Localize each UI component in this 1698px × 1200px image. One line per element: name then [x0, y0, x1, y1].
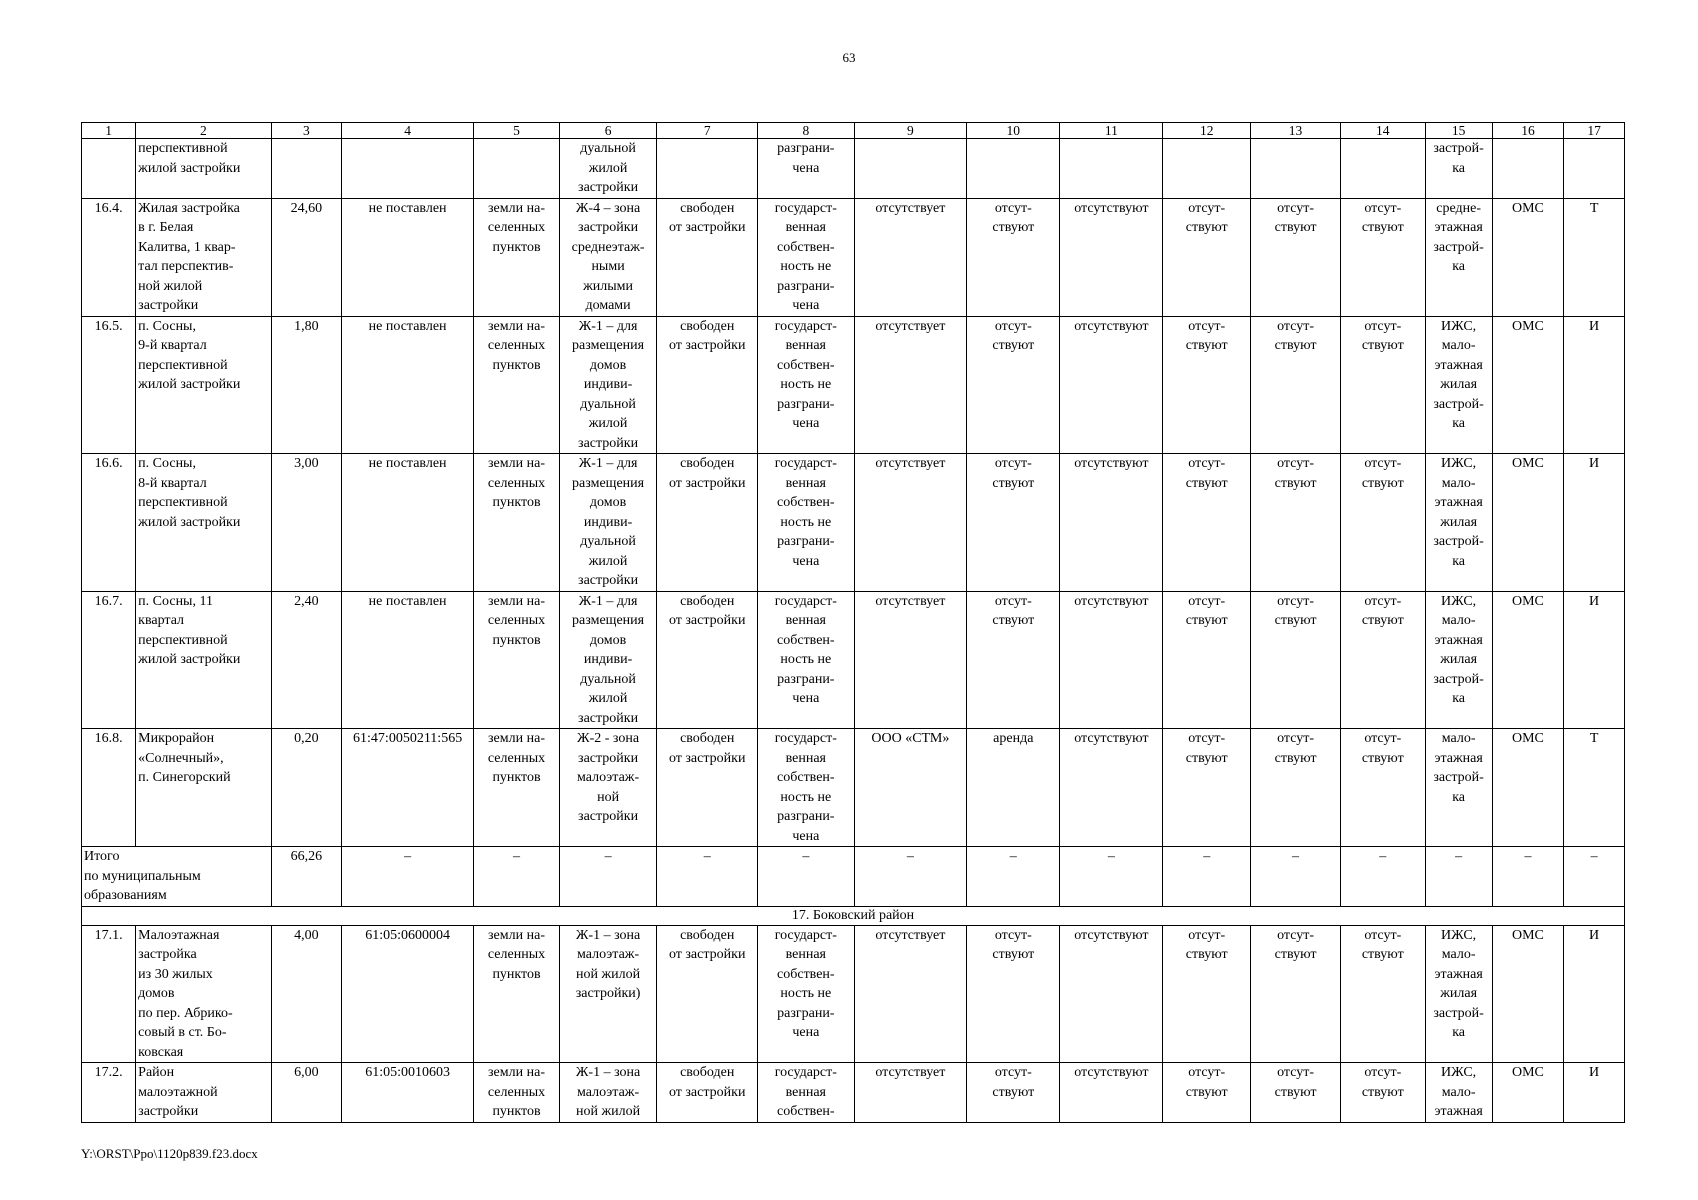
table-cell: свободен от застройки: [657, 925, 758, 1063]
table-cell: 6,00: [271, 1063, 341, 1123]
table-cell: Ж-1 – для размещения домов индиви- дуальной жилой застройки: [559, 316, 657, 454]
table-cell: отсут- ствуют: [1251, 454, 1341, 592]
column-number-header: 16: [1492, 123, 1564, 139]
total-cell: –: [1163, 847, 1251, 907]
table-cell: земли на- селенных пунктов: [474, 591, 560, 729]
table-cell: отсутствуют: [1060, 1063, 1163, 1123]
column-number-header: 7: [657, 123, 758, 139]
table-cell: отсутствует: [854, 591, 967, 729]
table-cell: ОМС: [1492, 591, 1564, 729]
table-cell: ОМС: [1492, 316, 1564, 454]
total-cell: –: [657, 847, 758, 907]
table-cell: ИЖС, мало- этажная жилая застрой- ка: [1425, 925, 1492, 1063]
table-cell: аренда: [967, 729, 1060, 847]
table-cell: Ж-1 – зона малоэтаж- ной жилой: [559, 1063, 657, 1123]
table-cell: Жилая застройка в г. Белая Калитва, 1 квар- тал перспектив- ной жилой застройки: [136, 198, 271, 316]
table-cell: И: [1564, 925, 1625, 1063]
table-cell: И: [1564, 454, 1625, 592]
total-cell: –: [1492, 847, 1564, 907]
table-cell: отсутствуют: [1060, 729, 1163, 847]
table-cell: средне- этажная застрой- ка: [1425, 198, 1492, 316]
table-cell: п. Сосны, 8-й квартал перспективной жилой застройки: [136, 454, 271, 592]
column-number-row: [82, 123, 1625, 139]
table-cell: отсутствует: [854, 454, 967, 592]
table-cell: [1163, 139, 1251, 199]
table-cell: государст- венная собствен- ность не разграни- чена: [758, 198, 854, 316]
column-number-header: 11: [1060, 123, 1163, 139]
table-cell: Т: [1564, 729, 1625, 847]
table-cell: 24,60: [271, 198, 341, 316]
table-cell: ОМС: [1492, 729, 1564, 847]
table-cell: отсут- ствуют: [1341, 925, 1426, 1063]
table-cell: ОМС: [1492, 454, 1564, 592]
table-cell: ОМС: [1492, 1063, 1564, 1123]
table-cell: отсутствуют: [1060, 198, 1163, 316]
table-cell: отсут- ствуют: [1163, 454, 1251, 592]
table-cell: отсут- ствуют: [1341, 729, 1426, 847]
table-cell: отсутствуют: [1060, 591, 1163, 729]
column-number-header: 3: [271, 123, 341, 139]
total-cell: –: [1251, 847, 1341, 907]
table-cell: отсутствуют: [1060, 454, 1163, 592]
table-cell: отсут- ствуют: [1341, 591, 1426, 729]
table-row: [82, 316, 1625, 454]
table-cell: отсут- ствуют: [1163, 316, 1251, 454]
table-cell: отсутствуют: [1060, 925, 1163, 1063]
table-cell: 4,00: [271, 925, 341, 1063]
table-cell: ИЖС, мало- этажная жилая застрой- ка: [1425, 316, 1492, 454]
table-cell: [967, 139, 1060, 199]
table-cell: 16.8.: [82, 729, 136, 847]
table-cell: 16.7.: [82, 591, 136, 729]
total-cell: –: [1564, 847, 1625, 907]
table-cell: отсут- ствуют: [1163, 729, 1251, 847]
table-cell: И: [1564, 1063, 1625, 1123]
table-cell: 1,80: [271, 316, 341, 454]
table-cell: 16.6.: [82, 454, 136, 592]
table-cell: 17.1.: [82, 925, 136, 1063]
table-cell: отсут- ствуют: [1163, 925, 1251, 1063]
table-cell: п. Сосны, 11 квартал перспективной жилой застройки: [136, 591, 271, 729]
table-cell: [342, 139, 474, 199]
table-cell: отсут- ствуют: [967, 454, 1060, 592]
table-cell: перспективной жилой застройки: [136, 139, 271, 199]
table-cell: государст- венная собствен-: [758, 1063, 854, 1123]
table-cell: [657, 139, 758, 199]
table-cell: Малоэтажная застройка из 30 жилых домов по пер. Абрико- совый в ст. Бо- ковская: [136, 925, 271, 1063]
column-number-header: 9: [854, 123, 967, 139]
footer-file-path: Y:\ORST\Ppo\1120p839.f23.docx: [81, 1146, 258, 1161]
table-cell: И: [1564, 316, 1625, 454]
table-cell: отсут- ствуют: [1251, 316, 1341, 454]
table-cell: ИЖС, мало- этажная: [1425, 1063, 1492, 1123]
table-cell: Район малоэтажной застройки: [136, 1063, 271, 1123]
column-number-header: 2: [136, 123, 271, 139]
table-cell: не поставлен: [342, 591, 474, 729]
table-cell: отсут- ствуют: [1251, 925, 1341, 1063]
table-cell: 61:05:0010603: [342, 1063, 474, 1123]
table-cell: отсут- ствуют: [967, 198, 1060, 316]
column-number-header: 5: [474, 123, 560, 139]
total-cell: –: [854, 847, 967, 907]
table-cell: отсут- ствуют: [1341, 316, 1426, 454]
table-cell: [854, 139, 967, 199]
column-number-header: 12: [1163, 123, 1251, 139]
table-cell: отсут- ствуют: [1341, 198, 1426, 316]
total-label: Итого по муниципальным образованиям: [82, 847, 272, 907]
table-cell: 3,00: [271, 454, 341, 592]
table-cell: Т: [1564, 198, 1625, 316]
table-cell: п. Сосны, 9-й квартал перспективной жилой застройки: [136, 316, 271, 454]
table-cell: 17.2.: [82, 1063, 136, 1123]
table-cell: Ж-4 – зона застройки среднеэтаж- ными жилыми домами: [559, 198, 657, 316]
table-cell: мало- этажная застрой- ка: [1425, 729, 1492, 847]
table-cell: свободен от застройки: [657, 454, 758, 592]
table-cell: [82, 139, 136, 199]
table-cell: [271, 139, 341, 199]
table-cell: Ж-2 - зона застройки малоэтаж- ной застройки: [559, 729, 657, 847]
total-cell: –: [1341, 847, 1426, 907]
total-row: [82, 847, 1625, 907]
column-number-header: 1: [82, 123, 136, 139]
table-cell: свободен от застройки: [657, 729, 758, 847]
total-cell: –: [758, 847, 854, 907]
table-cell: отсут- ствуют: [1341, 454, 1426, 592]
column-number-header: 17: [1564, 123, 1625, 139]
table-cell: отсут- ствуют: [1251, 591, 1341, 729]
table-cell: [474, 139, 560, 199]
table-cell: 2,40: [271, 591, 341, 729]
column-number-header: 6: [559, 123, 657, 139]
table-cell: свободен от застройки: [657, 198, 758, 316]
column-number-header: 10: [967, 123, 1060, 139]
page-number: 63: [842, 50, 856, 65]
table-cell: застрой- ка: [1425, 139, 1492, 199]
table-cell: государст- венная собствен- ность не разграни- чена: [758, 925, 854, 1063]
table-cell: не поставлен: [342, 316, 474, 454]
table-cell: [1492, 139, 1564, 199]
table-cell: отсутствует: [854, 316, 967, 454]
section-heading-row: [82, 906, 1625, 925]
table-cell: [1060, 139, 1163, 199]
total-cell: 66,26: [271, 847, 341, 907]
table-cell: 0,20: [271, 729, 341, 847]
table-cell: отсут- ствуют: [1163, 198, 1251, 316]
table-cell: Микрорайон «Солнечный», п. Синегорский: [136, 729, 271, 847]
table-cell: земли на- селенных пунктов: [474, 1063, 560, 1123]
table-cell: не поставлен: [342, 454, 474, 592]
table-cell: Ж-1 – для размещения домов индиви- дуальной жилой застройки: [559, 591, 657, 729]
total-cell: –: [474, 847, 560, 907]
table-row: [82, 1063, 1625, 1123]
total-cell: –: [559, 847, 657, 907]
table-cell: государст- венная собствен- ность не разграни- чена: [758, 729, 854, 847]
table-cell: отсут- ствуют: [1251, 729, 1341, 847]
table-cell: отсут- ствуют: [1163, 1063, 1251, 1123]
table-cell: отсут- ствуют: [967, 1063, 1060, 1123]
table-cell: государст- венная собствен- ность не разграни- чена: [758, 316, 854, 454]
column-number-header: 14: [1341, 123, 1426, 139]
table-cell: земли на- селенных пунктов: [474, 925, 560, 1063]
table-cell: Ж-1 – зона малоэтаж- ной жилой застройки): [559, 925, 657, 1063]
table-cell: свободен от застройки: [657, 591, 758, 729]
table-cell: отсут- ствуют: [967, 591, 1060, 729]
table-cell: отсут- ствуют: [967, 316, 1060, 454]
column-number-header: 4: [342, 123, 474, 139]
table-cell: отсут- ствуют: [1341, 1063, 1426, 1123]
table-cell: 16.4.: [82, 198, 136, 316]
column-number-header: 8: [758, 123, 854, 139]
table-row: [82, 729, 1625, 847]
table-cell: отсутствуют: [1060, 316, 1163, 454]
table-row: [82, 198, 1625, 316]
table-cell: ИЖС, мало- этажная жилая застрой- ка: [1425, 454, 1492, 592]
table-cell: отсут- ствуют: [967, 925, 1060, 1063]
total-cell: –: [342, 847, 474, 907]
table-cell: государст- венная собствен- ность не разграни- чена: [758, 454, 854, 592]
total-cell: –: [1060, 847, 1163, 907]
table-cell: отсутствует: [854, 198, 967, 316]
table-cell: государст- венная собствен- ность не разграни- чена: [758, 591, 854, 729]
table-cell: 16.5.: [82, 316, 136, 454]
table-row: [82, 925, 1625, 1063]
table-row: [82, 591, 1625, 729]
table-cell: разграни- чена: [758, 139, 854, 199]
total-cell: –: [967, 847, 1060, 907]
table-cell: отсут- ствуют: [1251, 198, 1341, 316]
column-number-header: 15: [1425, 123, 1492, 139]
table-cell: дуальной жилой застройки: [559, 139, 657, 199]
table-cell: Ж-1 – для размещения домов индиви- дуальной жилой застройки: [559, 454, 657, 592]
table-cell: И: [1564, 591, 1625, 729]
table-cell: отсут- ствуют: [1163, 591, 1251, 729]
table-cell: земли на- селенных пунктов: [474, 454, 560, 592]
table-row: [82, 454, 1625, 592]
table-cell: ИЖС, мало- этажная жилая застрой- ка: [1425, 591, 1492, 729]
table-cell: отсутствует: [854, 925, 967, 1063]
total-cell: –: [1425, 847, 1492, 907]
table-cell: земли на- селенных пунктов: [474, 729, 560, 847]
table-cell: свободен от застройки: [657, 1063, 758, 1123]
column-number-header: 13: [1251, 123, 1341, 139]
table-cell: отсут- ствуют: [1251, 1063, 1341, 1123]
land-plots-table: [81, 122, 1625, 1123]
table-cell: ОМС: [1492, 198, 1564, 316]
table-cell: земли на- селенных пунктов: [474, 316, 560, 454]
table-cell: [1564, 139, 1625, 199]
table-cell: не поставлен: [342, 198, 474, 316]
table-cell: ООО «СТМ»: [854, 729, 967, 847]
table-cell: свободен от застройки: [657, 316, 758, 454]
table-cell: [1341, 139, 1426, 199]
section-heading: 17. Боковский район: [82, 906, 1625, 925]
table-cell: ОМС: [1492, 925, 1564, 1063]
table-cell: 61:05:0600004: [342, 925, 474, 1063]
table-cell: отсутствует: [854, 1063, 967, 1123]
table-cell: земли на- селенных пунктов: [474, 198, 560, 316]
table-row: [82, 139, 1625, 199]
table-cell: 61:47:0050211:565: [342, 729, 474, 847]
table-cell: [1251, 139, 1341, 199]
